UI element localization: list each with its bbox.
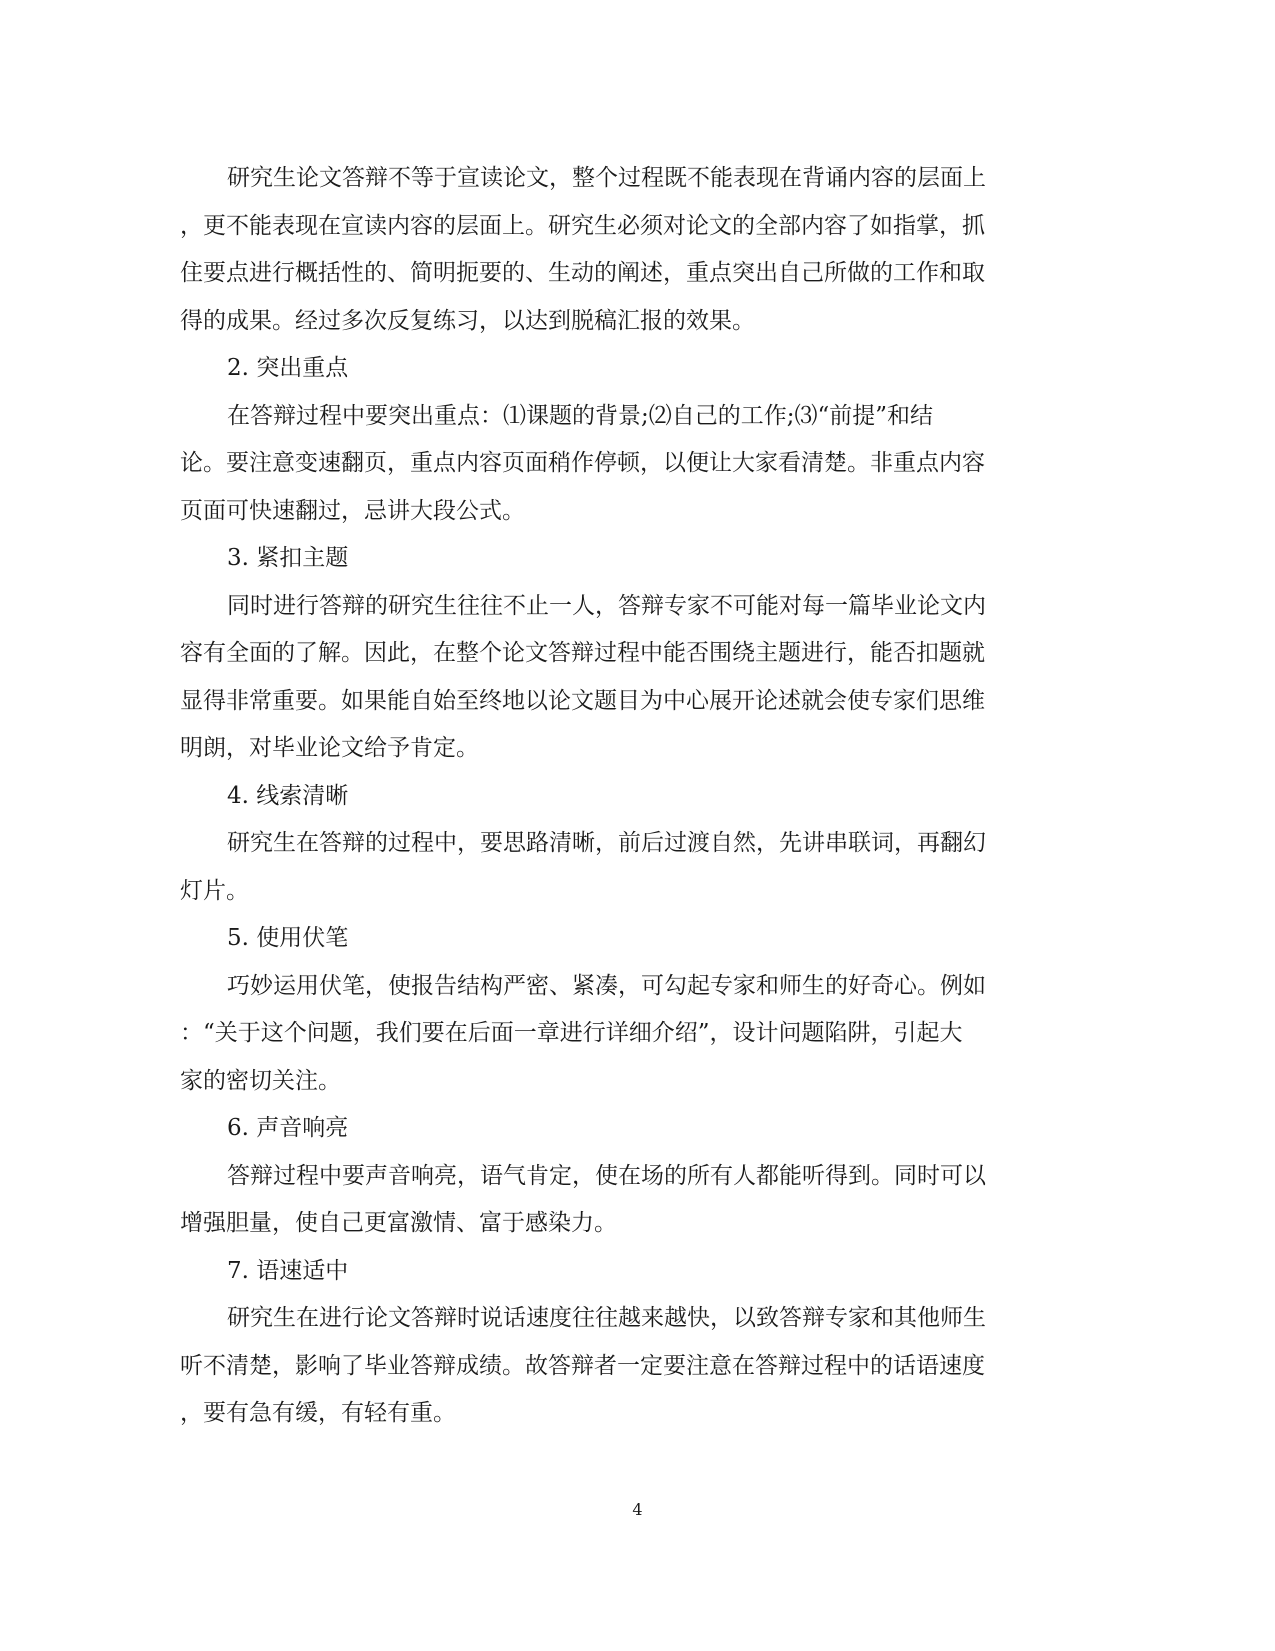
- document-body: [180, 155, 1040, 1438]
- text-line: 研究生在进行论文答辩时说话速度往往越来越快，以致答辩专家和其他师生: [227, 1305, 986, 1331]
- text-line: ：“关于这个问题，我们要在后面一章进行详细介绍”，设计问题陷阱，引起大: [180, 1020, 963, 1046]
- body-paragraph: [180, 963, 1040, 1106]
- text-line: 答辩过程中要声音响亮，语气肯定，使在场的所有人都能听得到。同时可以: [227, 1162, 986, 1189]
- body-paragraph: [180, 820, 1040, 915]
- section-heading: 2. 突出重点: [227, 355, 349, 381]
- text-line: 住要点进行概括性的、简明扼要的、生动的阐述，重点突出自己所做的工作和取: [180, 260, 985, 286]
- section-heading: 3. 紧扣主题: [227, 545, 349, 571]
- text-line: 巧妙运用伏笔，使报告结构严密、紧凑，可勾起专家和师生的好奇心。例如: [227, 972, 986, 999]
- text-line: 研究生论文答辩不等于宣读论文，整个过程既不能表现在背诵内容的层面上: [227, 165, 986, 191]
- text-line: 得的成果。经过多次反复练习，以达到脱稿汇报的效果。: [180, 307, 755, 334]
- text-line: 页面可快速翻过，忌讲大段公式。: [180, 497, 525, 524]
- text-line: 容有全面的了解。因此，在整个论文答辩过程中能否围绕主题进行，能否扣题就: [180, 640, 985, 666]
- text-line: 明朗，对毕业论文给予肯定。: [180, 735, 479, 761]
- text-line: 听不清楚，影响了毕业答辩成绩。故答辩者一定要注意在答辩过程中的话语速度: [180, 1352, 985, 1379]
- text-line: ，更不能表现在宣读内容的层面上。研究生必须对论文的全部内容了如指掌，抓: [180, 212, 985, 239]
- text-line: ，要有急有缓，有轻有重。: [180, 1400, 456, 1426]
- text-line: 同时进行答辩的研究生往往不止一人，答辩专家不可能对每一篇毕业论文内: [227, 592, 986, 619]
- body-paragraph: [180, 393, 1040, 536]
- text-line: 论。要注意变速翻页，重点内容页面稍作停顿，以便让大家看清楚。非重点内容: [180, 450, 985, 476]
- body-paragraph: [180, 1153, 1040, 1248]
- body-paragraph: [180, 583, 1040, 773]
- page-number: 4: [632, 1500, 643, 1519]
- text-line: 增强胆量，使自己更富激情、富于感染力。: [180, 1210, 617, 1236]
- text-line: 家的密切关注。: [180, 1067, 341, 1094]
- body-paragraph: [180, 1295, 1040, 1438]
- text-line: 显得非常重要。如果能自始至终地以论文题目为中心展开论述就会使专家们思维: [180, 687, 985, 714]
- section-heading: 4. 线索清晰: [227, 782, 349, 809]
- section-heading: 7. 语速适中: [227, 1257, 349, 1284]
- section-heading: 5. 使用伏笔: [227, 925, 349, 951]
- section-heading: 6. 声音响亮: [227, 1115, 349, 1141]
- body-paragraph: [180, 155, 1040, 345]
- text-line: 灯片。: [180, 877, 249, 904]
- text-line: 研究生在答辩的过程中，要思路清晰，前后过渡自然，先讲串联词，再翻幻: [227, 830, 986, 856]
- text-line: 在答辩过程中要突出重点：⑴课题的背景;⑵自己的工作;⑶“前提”和结: [227, 402, 934, 429]
